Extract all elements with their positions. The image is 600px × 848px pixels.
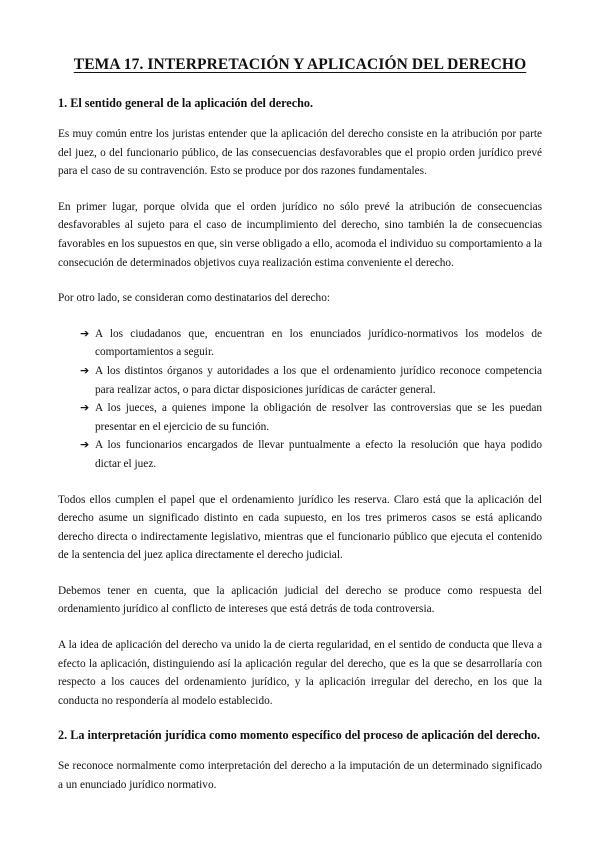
list-item [80, 436, 542, 473]
paragraph: En primer lugar, porque olvida que el orden jurídico no sólo prevé la atribución de consecuencias desfavorables al sujeto para el caso de incumplimiento del derecho, sino también la de consecuencias favorables en los supuestos en que, sin verse obligado a ello, acomoda el individuo su comportamiento a la consecución de determinados objetivos cuya realización estima conveniente el derecho. [58, 200, 542, 269]
paragraph: Por otro lado, se consideran como destinatarios del derecho: [58, 292, 330, 305]
right-arrow-icon: ➔ [80, 326, 90, 340]
right-arrow-icon: ➔ [80, 401, 90, 415]
paragraph: Se reconoce normalmente como interpretación del derecho a la imputación de un determinado significado a un enunciado jurídico normativo. [58, 760, 542, 792]
paragraph: Todos ellos cumplen el papel que el ordenamiento jurídico les reserva. Claro está que la aplicación del derecho asume un significado distinto en cada supuesto, en los tres primeros casos se está aplicando derecho directa o indirectamente legislativo, mientras que el funcionario público que ejecuta el contenido de la sentencia del juez aplica directamente el derecho judicial. [58, 493, 542, 562]
paragraph: Es muy común entre los juristas entender que la aplicación del derecho consiste en la atribución por parte del juez, o del funcionario público, de las consecuencias desfavorables que el propio orden jurídico prevé para el caso de su contravención. Esto se produce por dos razones fundamentales. [58, 128, 542, 178]
list-item [80, 399, 542, 436]
paragraph: A la idea de aplicación del derecho va unido la de cierta regularidad, en el sentido de conducta que lleva a efecto la aplicación, distinguiendo así la aplicación regular del derecho, que es la que se desarrollaría con respecto a los cauces del ordenamiento jurídico, y la aplicación irregular del derecho, en los que la conducta no respondería al modelo establecido. [58, 639, 542, 707]
right-arrow-icon: ➔ [80, 438, 90, 452]
list-item-text: A los ciudadanos que, encuentran en los enunciados jurídico-normativos los modelos de comportamientos a seguir. [95, 327, 542, 359]
right-arrow-icon: ➔ [80, 363, 90, 377]
paragraph: Debemos tener en cuenta, que la aplicación judicial del derecho se produce como respuesta del ordenamiento jurídico al conflicto de intereses que está detrás de toda controversia. [58, 584, 542, 616]
list-item [80, 362, 542, 399]
section-2-heading: 2. La interpretación jurídica como momento específico del proceso de aplicación del derecho. [58, 728, 541, 743]
document-page [58, 56, 542, 812]
list-item-text: A los distintos órganos y autoridades a los que el ordenamiento jurídico reconoce competencia para realizar actos, o para dictar disposiciones jurídicas de carácter general. [95, 364, 542, 396]
list-item-text: A los funcionarios encargados de llevar puntualmente a efecto la resolución que haya podido dictar el juez. [95, 439, 542, 470]
list-item [80, 325, 542, 362]
addressees-list [58, 325, 542, 474]
list-item-text: A los jueces, a quienes impone la obligación de resolver las controversias que se les puedan presentar en el ejercicio de su función. [95, 402, 542, 433]
document-title: TEMA 17. INTERPRETACIÓN Y APLICACIÓN DEL DERECHO [73, 56, 527, 73]
section-1-heading: 1. El sentido general de la aplicación del derecho. [58, 96, 314, 110]
